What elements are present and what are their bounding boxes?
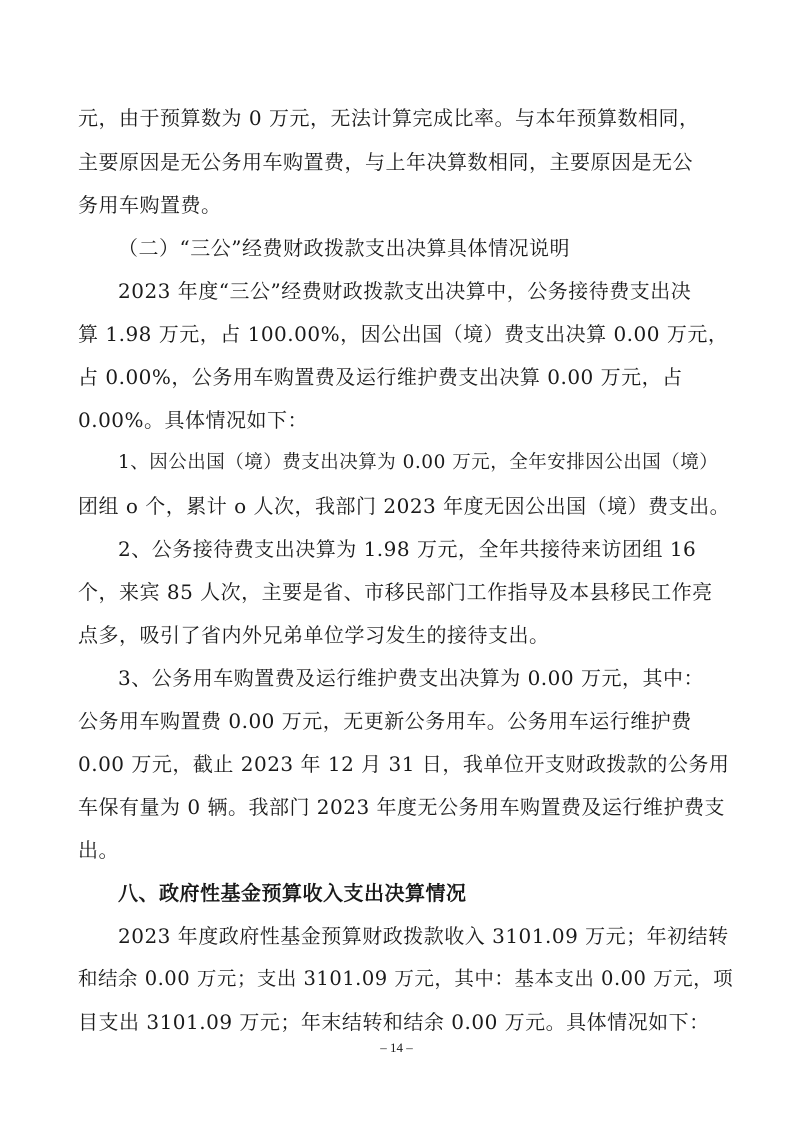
body-text-line: 个，来宾 85 人次，主要是省、市移民部门工作指导及本县移民工作亮 — [78, 580, 713, 604]
body-text-line: 元，由于预算数为 0 万元，无法计算完成比率。与本年预算数相同， — [78, 106, 700, 130]
body-text-line: 占 0.00%，公务用车购置费及运行维护费支出决算 0.00 万元，占 — [78, 365, 683, 389]
page-number: – 14 – — [380, 1040, 413, 1055]
body-text-line: 和结余 0.00 万元；支出 3101.09 万元，其中：基本支出 0.00 万元，项 — [78, 967, 734, 990]
body-text-line: 团组 o 个，累计 o 人次，我部门 2023 年度无因公出国（境）费支出。 — [78, 494, 731, 518]
body-text-line: 目支出 3101.09 万元；年末结转和结余 0.00 万元。具体情况如下： — [78, 1010, 710, 1034]
body-text-line: 0.00 万元，截止 2023 年 12 月 31 日，我单位开支财政拨款的公务用 — [78, 752, 730, 776]
body-text-line: 公务用车购置费 0.00 万元，无更新公务用车。公务用车运行维护费 — [78, 709, 692, 733]
body-text-line: 2、公务接待费支出决算为 1.98 万元，全年共接待来访团组 16 — [118, 537, 697, 561]
body-text-line: 车保有量为 0 辆。我部门 2023 年度无公务用车购置费及运行维护费支 — [78, 795, 726, 819]
body-text-line: 算 1.98 万元，占 100.00%，因公出国（境）费支出决算 0.00 万元， — [78, 322, 729, 346]
body-text-line: 2023 年度“三公”经费财政拨款支出决算中，公务接待费支出决 — [118, 279, 692, 303]
subsection-heading: （二）“三公”经费财政拨款支出决算具体情况说明 — [118, 236, 570, 260]
body-text-line: 3、公务用车购置费及运行维护费支出决算为 0.00 万元，其中： — [118, 666, 704, 690]
body-text-line: 出。 — [78, 838, 119, 862]
body-text-line: 主要原因是无公务用车购置费，与上年决算数相同，主要原因是无公 — [78, 150, 693, 174]
body-text-line: 1、因公出国（境）费支出决算为 0.00 万元，全年安排因公出国（境） — [118, 452, 719, 473]
body-text-line: 2023 年度政府性基金预算财政拨款收入 3101.09 万元；年初结转 — [118, 924, 729, 948]
body-text-line: 0.00%。具体情况如下： — [78, 408, 309, 432]
section-heading: 八、政府性基金预算收入支出决算情况 — [118, 881, 467, 905]
body-text-line: 点多，吸引了省内外兄弟单位学习发生的接待支出。 — [78, 623, 550, 647]
body-text-line: 务用车购置费。 — [78, 193, 222, 217]
